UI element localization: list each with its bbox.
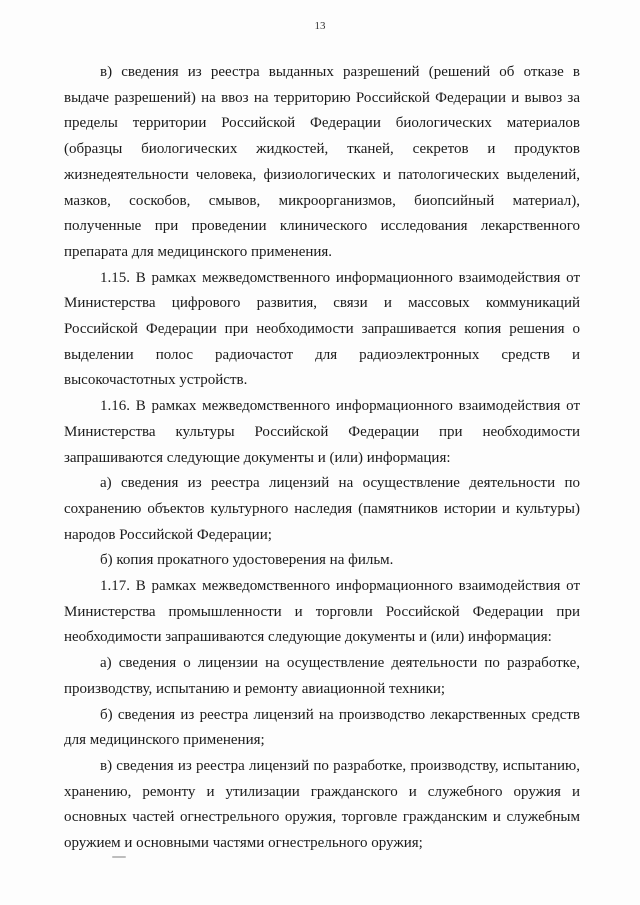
paragraph-1-17: 1.17. В рамках межведомственного информационного взаимодействия от Министерства промышленности и торговли Российской Федерации при необходимости запрашиваются следующие документы и (или) информация: bbox=[64, 578, 580, 646]
paragraph-1-14-v: в) сведения из реестра выданных разрешений (решений об отказе в выдаче разрешений) на ввоз на территорию Российской Федерации и вывоз за пределы территории Российской Федерации биологических материалов (образцы биологических жидкостей, тканей, секретов и продуктов жизнедеятельности человека, физиологических и патологических выделений, мазков, соскобов, смывов, микроорганизмов, биопсийный материал), полученные при проведении клинического исследования лекарственного препарата для медицинского применения. bbox=[64, 64, 580, 260]
paragraph-1-16-b: б) копия прокатного удостоверения на фильм. bbox=[100, 552, 394, 569]
paragraph-1-16: 1.16. В рамках межведомственного информационного взаимодействия от Министерства культуры Российской Федерации при необходимости запрашиваются следующие документы и (или) информация: bbox=[64, 398, 580, 466]
scan-artifact bbox=[112, 856, 126, 858]
paragraph-1-16-a: а) сведения из реестра лицензий на осуществление деятельности по сохранению объектов культурного наследия (памятников истории и культуры) народов Российской Федерации; bbox=[64, 475, 580, 543]
document-body bbox=[64, 60, 580, 857]
paragraph-1-17-b: б) сведения из реестра лицензий на производство лекарственных средств для медицинского применения; bbox=[64, 706, 580, 749]
paragraph-1-17-v: в) сведения из реестра лицензий по разработке, производству, испытанию, хранению, ремонту и утилизации гражданского и служебного оружия и основных частей огнестрельного оружия, торговле гражданским и служебным оружием и основными частями огнестрельного оружия; bbox=[64, 757, 580, 852]
paragraph-1-17-a: а) сведения о лицензии на осуществление деятельности по разработке, производству, испытанию и ремонту авиационной техники; bbox=[64, 655, 580, 697]
page-number: 13 bbox=[314, 20, 326, 32]
paragraph-1-15: 1.15. В рамках межведомственного информационного взаимодействия от Министерства цифрового развития, связи и массовых коммуникаций Российской Федерации при необходимости запрашивается копия решения о выделении полос радиочастот для радиоэлектронных средств и высокочастотных устройств. bbox=[64, 269, 580, 389]
